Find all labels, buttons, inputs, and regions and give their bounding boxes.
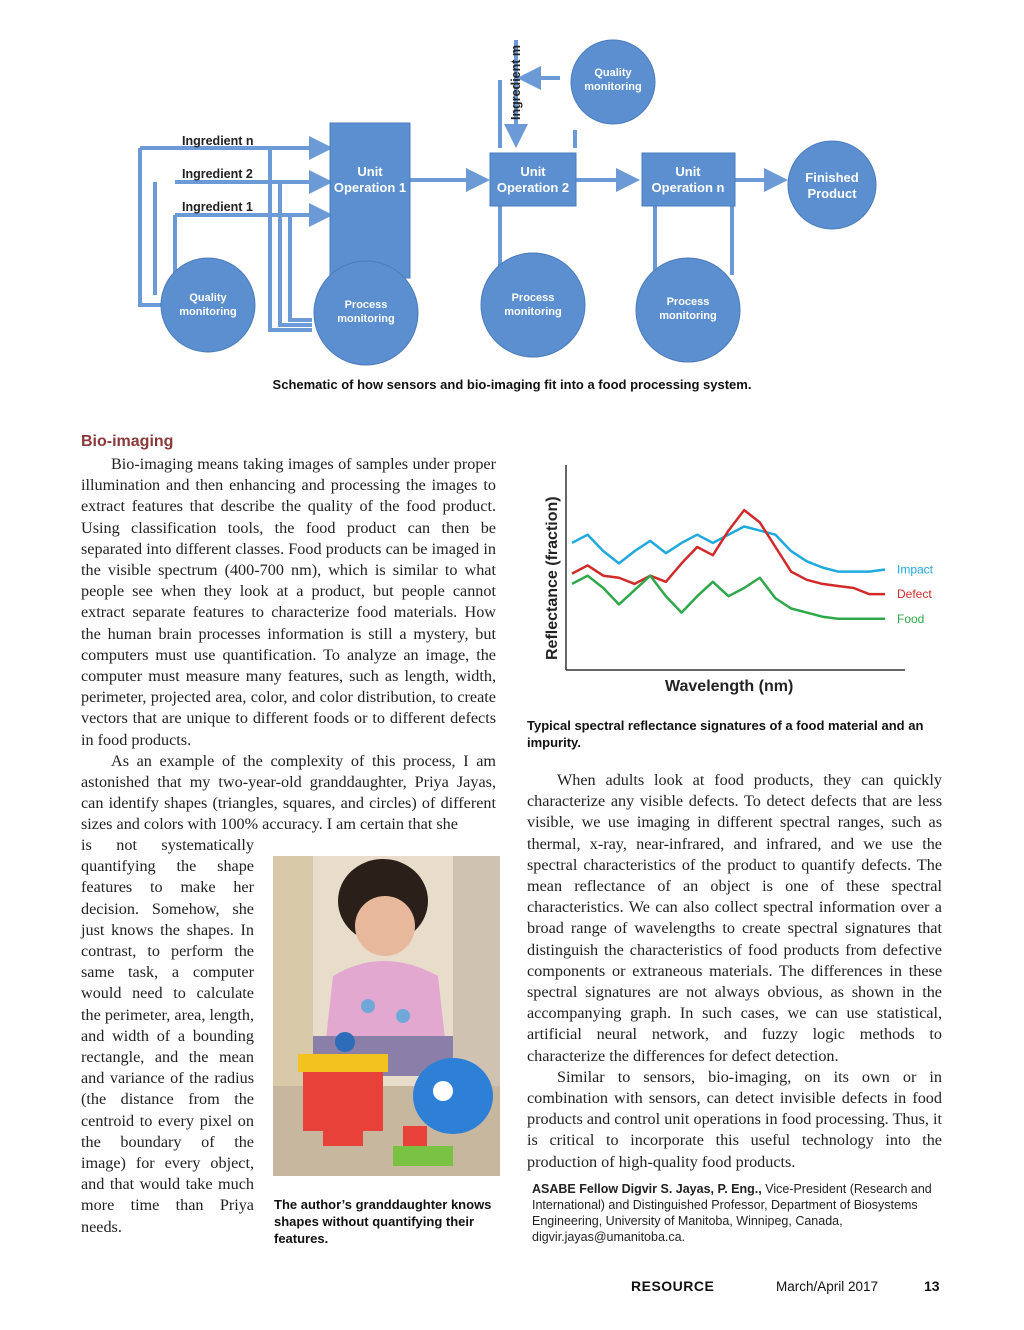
diagram-caption: Schematic of how sensors and bio-imaging fit into a food processing system.	[272, 377, 752, 392]
qm-bottom-label-a: Quality	[189, 292, 227, 304]
right-paragraph-1: When adults look at food products, they can quickly characterize any visible defects. To detect defects that are less visible, we use imaging in different spectral ranges, such as thermal, x-ray, near-infrared, and infrared, and we use the spectral characteristics of the product to quantify defects. The mean reflectance of an object is one of these spectral characteristics. We can also collect spectral information over a broad range of wavelengths to create spectral signatures that distinguish the characteristics of food products from defective components or extraneous materials. The differences in these spectral signatures are not always obvious, as shown in the accompanying graph. In such cases, we can use statistical, artificial neural network, and fuzzy logic methods to characterize the differences for defect detection.	[527, 771, 942, 1065]
spectral-reflectance-chart	[525, 455, 945, 700]
author-name: ASABE Fellow Digvir S. Jayas, P. Eng.,	[532, 1182, 762, 1196]
footer-issue: March/April 2017	[776, 1279, 879, 1294]
unit-op-2-label-b: Operation 2	[496, 180, 570, 195]
unit-op-1-label-a: Unit	[357, 164, 383, 179]
left-column-text	[81, 454, 496, 836]
qm-top-label-b: monitoring	[584, 81, 642, 93]
pm3-label-b: monitoring	[659, 310, 717, 322]
legend-label-defect: Defect	[897, 587, 932, 602]
author-details: Vice-President (Research and International) and Distinguished Professor, Department of Biosystems Engineering, University of Manitoba, Winnipeg, Canada, digvir.jayas@umanitoba.ca.	[532, 1182, 932, 1244]
unit-op-2-label-a: Unit	[520, 164, 546, 179]
right-column-text	[527, 770, 942, 1173]
unit-op-1-label-b: Operation 1	[333, 180, 407, 195]
unit-op-n-label-a: Unit	[675, 164, 701, 179]
left-paragraph-2-cont: is not systematically quantifying the shape features to make her decision. Somehow, she just knows the shapes. In contrast, to perform the same task, a computer would need to calculate the perimeter, area, length, and width of a bounding rectangle, and the mean and variance of the radius (the distance from the centroid to every pixel on the boundary of the image) for every object, and that would take much more time than Priya needs.	[81, 836, 254, 1236]
chart-caption: Typical spectral reflectance signatures of a food material and an impurity.	[527, 718, 924, 750]
ingredient-m-label: Ingredient m	[509, 44, 523, 120]
photo-illustration	[273, 856, 500, 1176]
right-paragraph-2: Similar to sensors, bio-imaging, on its own or in combination with sensors, can detect invisible defects in food products and control unit operations in food processing. Thus, it is critical to incorporate this useful technology into the production of high-quality food products.	[527, 1067, 942, 1171]
pm2-label-a: Process	[511, 292, 555, 304]
finished-product-node	[788, 141, 876, 229]
footer-magazine: RESOURCE	[631, 1278, 715, 1294]
finished-product-label-b: Product	[807, 186, 857, 201]
author-bio	[532, 1181, 942, 1245]
ingredient-n-label: Ingredient n	[182, 134, 254, 148]
qm-bottom-label-b: monitoring	[179, 306, 237, 318]
pm1-label-a: Process	[344, 299, 388, 311]
qm-top-label-a: Quality	[594, 67, 632, 79]
process-monitoring-node-2	[481, 253, 585, 357]
ingredient-1-label: Ingredient 1	[182, 200, 253, 214]
pm2-label-b: monitoring	[504, 306, 562, 318]
left-paragraph-2: As an example of the complexity of this process, I am astonished that my two-year-old granddaughter, Priya Jayas, can identify shapes (triangles, squares, and circles) of different sizes and colors with 100% accuracy. I am certain that she	[81, 751, 496, 834]
chart-x-axis-label: Wavelength (nm)	[665, 678, 794, 695]
quality-monitoring-bottom-node	[161, 258, 255, 352]
chart-y-axis-label: Reflectance (fraction)	[544, 496, 561, 660]
legend-label-food: Food	[897, 611, 925, 626]
chart-legend	[897, 563, 934, 626]
chart-lines	[572, 510, 885, 619]
food-processing-schematic	[120, 30, 900, 375]
finished-product-label-a: Finished	[805, 170, 859, 185]
section-heading: Bio-imaging	[81, 433, 174, 450]
series-line-defect	[572, 510, 885, 594]
legend-label-impact: Impact	[897, 562, 934, 577]
pm3-label-a: Process	[666, 296, 710, 308]
series-line-impact	[572, 527, 885, 572]
pm1-label-b: monitoring	[337, 313, 395, 325]
unit-op-n-label-b: Operation n	[651, 180, 725, 195]
photo-caption: The author’s granddaughter knows shapes without quantifying their features.	[274, 1197, 492, 1246]
footer-page-number: 13	[924, 1278, 940, 1294]
unit-operation-1	[330, 123, 410, 278]
ingredient-2-label: Ingredient 2	[182, 167, 253, 181]
left-paragraph-1: Bio-imaging means taking images of samples under proper illumination and then enhancing and processing the images to extract features that describe the quality of the food product. Using classification tools, the food product can then be separated into different classes. Food products can be imaged in the visible spectrum (400-700 nm), which is similar to what people see when they look at a product, but people cannot extract separate features to characterize food materials. How the human brain processes information is still a mystery, but computers must use quantification. To analyze an image, the computer must measure many features, such as length, width, perimeter, projected area, color, and color distribution, to create vectors that are unique to different foods or to different defects in food products.	[81, 455, 496, 749]
series-line-food	[572, 576, 885, 619]
granddaughter-photo	[273, 856, 500, 1176]
chart-axes	[566, 465, 905, 670]
